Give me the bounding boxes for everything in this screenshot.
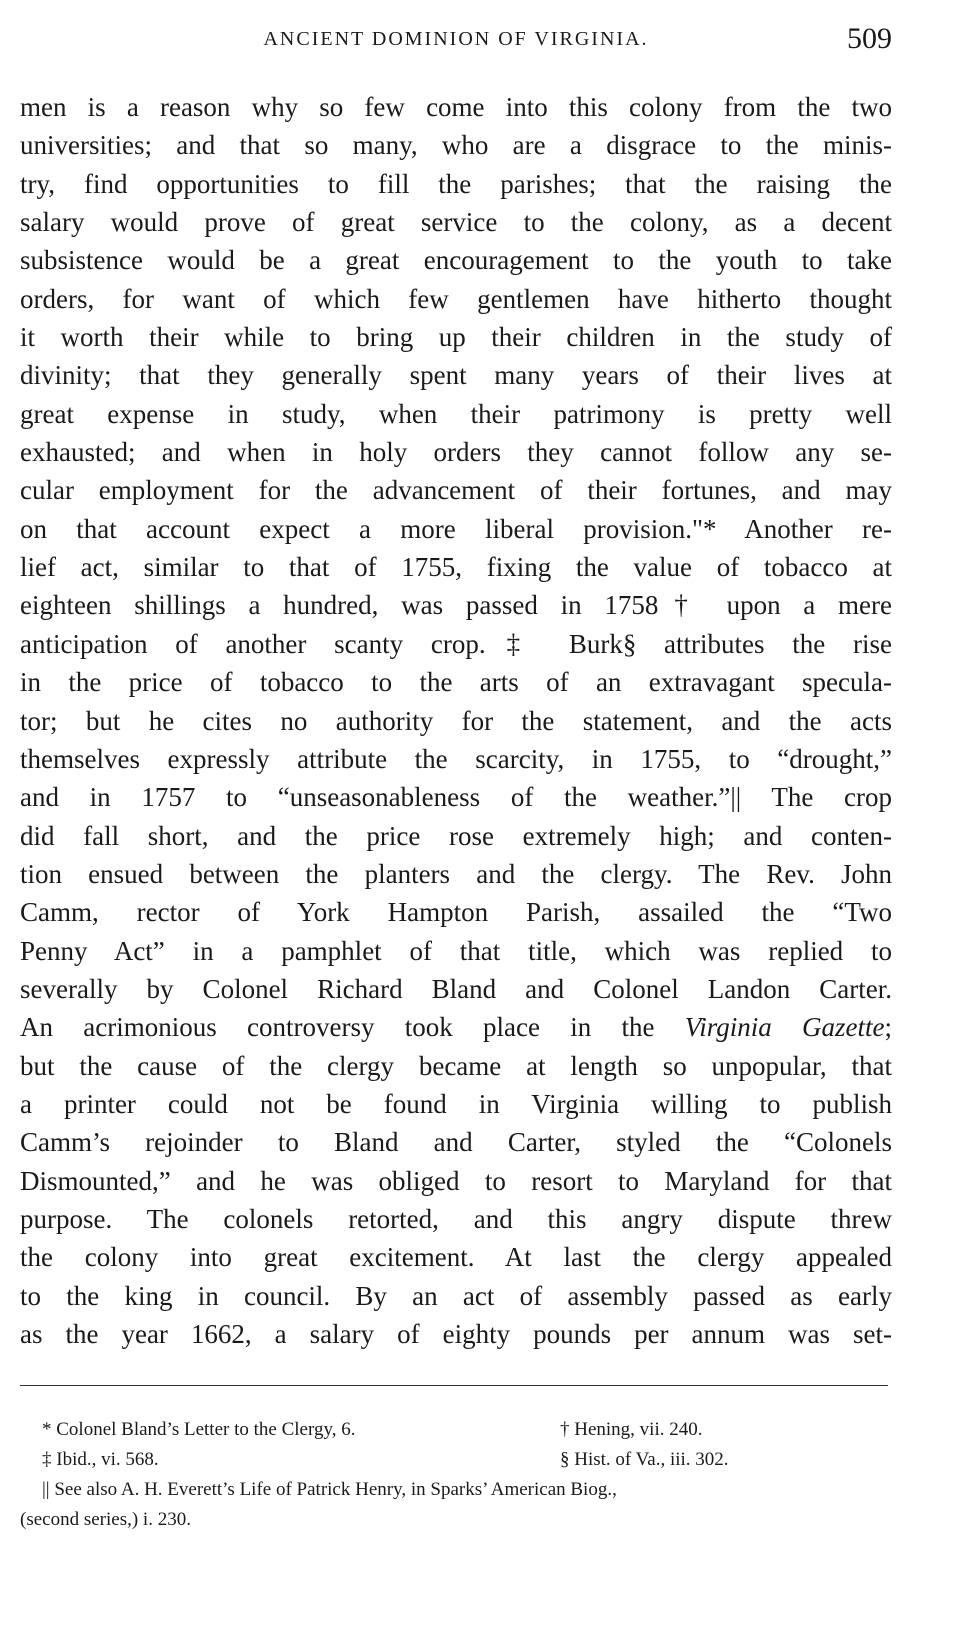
text-line: subsistence would be a great encouragement to the youth to take bbox=[20, 245, 892, 276]
text-line: purpose. The colonels retorted, and this angry dispute threw bbox=[20, 1203, 892, 1234]
text-line: it worth their while to bring up their children in the study of bbox=[20, 322, 892, 353]
text-line: and in 1757 to “unseasonableness of the weather.”|| The crop bbox=[20, 782, 892, 813]
footnote-row bbox=[20, 1445, 900, 1475]
footnote-row bbox=[20, 1415, 900, 1445]
text-line: tion ensued between the planters and the clergy. The Rev. John bbox=[20, 858, 892, 889]
text-line: great expense in study, when their patrimony is pretty well bbox=[20, 398, 892, 429]
text-line: Penny Act” in a pamphlet of that title, which was replied to bbox=[20, 935, 892, 966]
text-line: as the year 1662, a salary of eighty pounds per annum was set- bbox=[20, 1319, 892, 1349]
text-line: exhausted; and when in holy orders they cannot follow any se- bbox=[20, 437, 892, 468]
text-line: Camm, rector of York Hampton Parish, assailed the “Two bbox=[20, 897, 892, 928]
page-number: 509 bbox=[847, 22, 892, 55]
footnote-4: § Hist. of Va., iii. 302. bbox=[560, 1449, 729, 1470]
text-line: An acrimonious controversy took place in the Virginia Gazette; bbox=[20, 1012, 892, 1043]
footnote-5: || See also A. H. Everett’s Life of Patrick Henry, in Sparks’ American Biog., bbox=[42, 1479, 617, 1500]
text-line: universities; and that so many, who are a disgrace to the minis- bbox=[20, 130, 892, 161]
text-line: try, find opportunities to fill the parishes; that the raising the bbox=[20, 168, 892, 199]
text-line: did fall short, and the price rose extremely high; and conten- bbox=[20, 820, 892, 851]
body-text bbox=[20, 88, 892, 1353]
running-title: ANCIENT DOMINION OF VIRGINIA. bbox=[263, 28, 649, 50]
text-line: Camm’s rejoinder to Bland and Carter, styled the “Colonels bbox=[20, 1127, 892, 1158]
text-line: tor; but he cites no authority for the statement, and the acts bbox=[20, 705, 892, 736]
footnote-5-continued: (second series,) i. 230. bbox=[20, 1509, 191, 1530]
footnote-divider bbox=[20, 1385, 888, 1386]
text-line: but the cause of the clergy became at length so unpopular, that bbox=[20, 1050, 892, 1081]
text-line: in the price of tobacco to the arts of an extravagant specula- bbox=[20, 667, 892, 698]
text-line: to the king in council. By an act of assembly passed as early bbox=[20, 1280, 892, 1311]
footnote-row bbox=[20, 1505, 900, 1535]
text-line: men is a reason why so few come into this colony from the two bbox=[20, 92, 892, 122]
text-line: on that account expect a more liberal provision."* Another re- bbox=[20, 513, 892, 544]
text-line: eighteen shillings a hundred, was passed in 1758† upon a mere bbox=[20, 590, 892, 621]
footnote-row bbox=[20, 1475, 900, 1505]
text-line: a printer could not be found in Virginia willing to publish bbox=[20, 1088, 892, 1119]
footnote-1: * Colonel Bland’s Letter to the Clergy, 6. bbox=[42, 1419, 356, 1440]
text-line: lief act, similar to that of 1755, fixing the value of tobacco at bbox=[20, 552, 892, 583]
text-line: severally by Colonel Richard Bland and Colonel Landon Carter. bbox=[20, 973, 892, 1004]
text-line: anticipation of another scanty crop.‡ Burk§ attributes the rise bbox=[20, 628, 892, 659]
text-line: the colony into great excitement. At last the clergy appealed bbox=[20, 1242, 892, 1273]
text-line: orders, for want of which few gentlemen have hitherto thought bbox=[20, 283, 892, 314]
text-line: themselves expressly attribute the scarcity, in 1755, to “drought,” bbox=[20, 743, 892, 774]
footnote-2: † Hening, vii. 240. bbox=[560, 1419, 703, 1440]
periodical-title: Virginia Gazette bbox=[684, 1012, 885, 1043]
text-line: divinity; that they generally spent many years of their lives at bbox=[20, 360, 892, 391]
footnote-3: ‡ Ibid., vi. 568. bbox=[42, 1449, 159, 1470]
text-line: cular employment for the advancement of their fortunes, and may bbox=[20, 475, 892, 506]
running-head bbox=[20, 20, 892, 60]
text-line: salary would prove of great service to the colony, as a decent bbox=[20, 207, 892, 238]
footnotes bbox=[20, 1415, 900, 1535]
text-line: Dismounted,” and he was obliged to resort to Maryland for that bbox=[20, 1165, 892, 1196]
